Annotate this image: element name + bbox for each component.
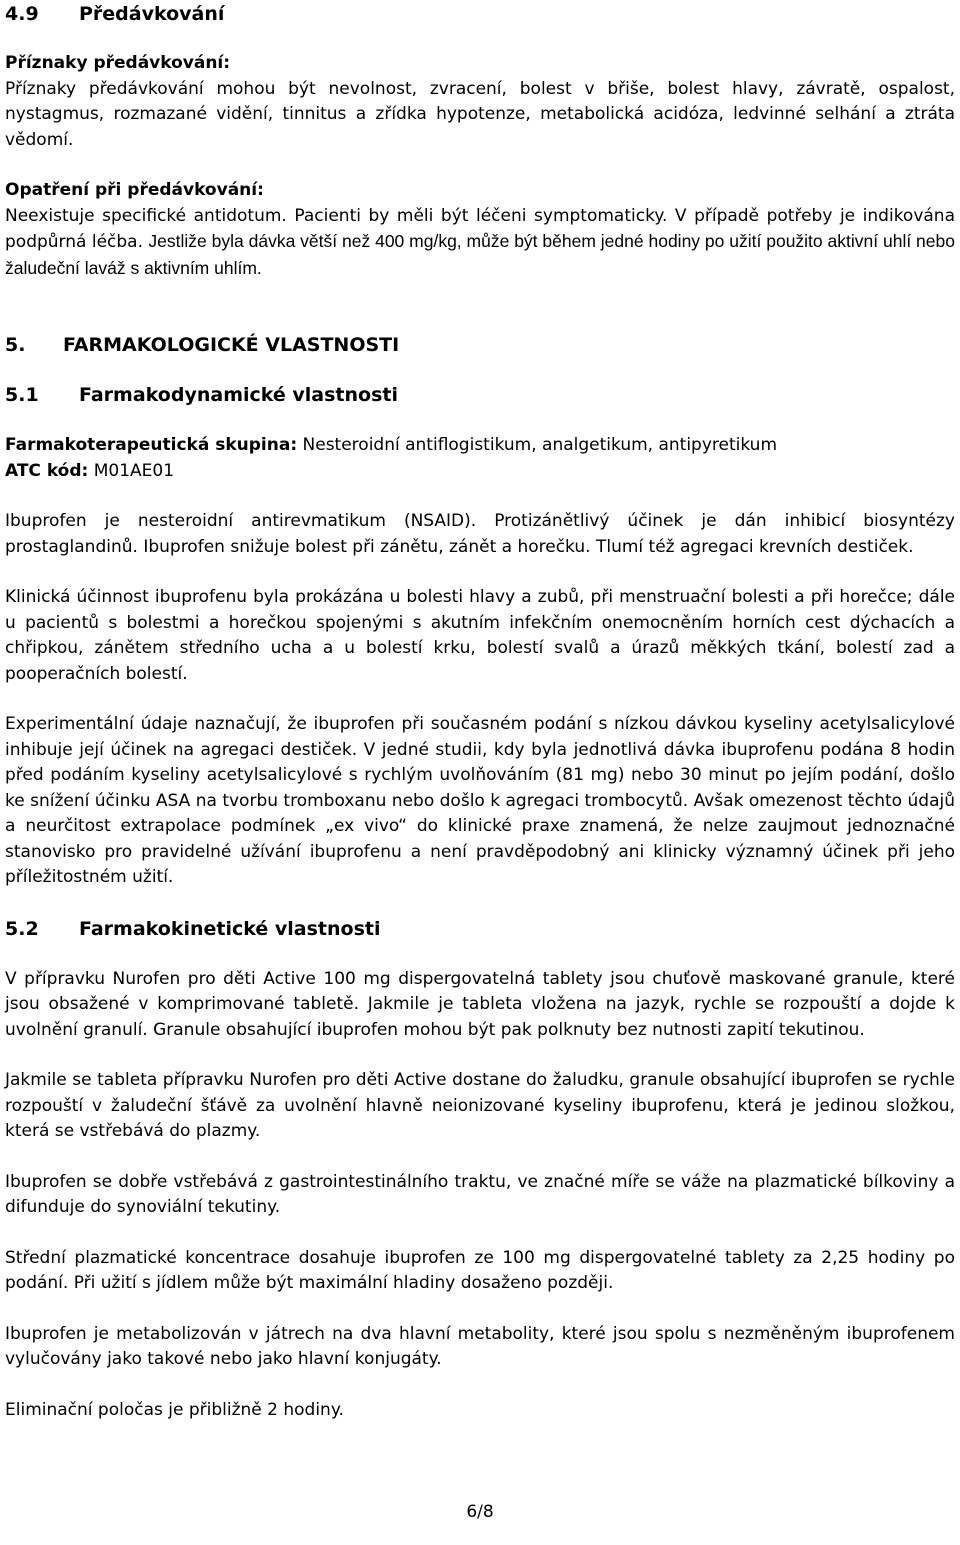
pharmacodynamics-paragraph-1: Ibuprofen je nesteroidní antirevmatikum (NSAID). Protizánětlivý účinek je dán inhibicí biosyntézy prostaglandinů. Ibuprofen snižuje bolest při zánětu, zánět a horečku. Tlumí též agregaci krevních destiček. (5, 511, 955, 557)
section-number: 5.1 (5, 384, 39, 406)
page-number: 6/8 (466, 1502, 494, 1522)
section-5-heading (5, 332, 955, 358)
pharmacodynamics-paragraph-2: Klinická účinnost ibuprofenu byla prokázána u bolesti hlavy a zubů, při menstruační bolesti a při horečce; dále u pacientů s bolestmi a horečkou spojenými s akutním infekčním onemocněním horních cest dýchacích a chřipkou, zánětem středního ucha a u bolestí krku, bolestí svalů a úrazů měkkých tkání, bolestí zad a pooperačních bolestí. (5, 587, 955, 684)
group-value: Nesteroidní antiflogistikum, analgetikum, antipyretikum (297, 435, 778, 455)
atc-code (5, 459, 955, 485)
section-4-9-heading (5, 1, 955, 27)
section-5-2-heading (5, 916, 955, 942)
section-5-1-heading (5, 382, 955, 408)
symptoms-heading: Příznaky předávkování: (5, 53, 231, 73)
section-number: 5. (5, 334, 26, 356)
section-title: Farmakodynamické vlastnosti (79, 384, 398, 406)
symptoms-paragraph: Příznaky předávkování mohou být nevolnost, zvracení, bolest v břiše, bolest hlavy, závratě, ospalost, nystagmus, rozmazané vidění, tinnitus a zřídka hypotenze, metabolická acidóza, ledvinné selhání a ztráta vědomí. (5, 78, 955, 150)
section-title: Předávkování (79, 3, 225, 25)
section-number: 5.2 (5, 917, 39, 940)
document-page (5, 0, 955, 1423)
pharmacokinetics-paragraph-2: Jakmile se tableta přípravku Nurofen pro děti Active dostane do žaludku, granule obsahující ibuprofen se rychle rozpouští v žaludeční šťávě za uvolnění hlavně neionizované kyseliny ibuprofenu, která je jedinou složkou, která se vstřebává do plazmy. (5, 1070, 955, 1141)
atc-value: M01AE01 (88, 460, 175, 481)
section-title: FARMAKOLOGICKÉ VLASTNOSTI (63, 334, 400, 356)
measures-heading: Opatření při předávkování: (5, 180, 264, 200)
group-label: Farmakoterapeutická skupina: (5, 435, 298, 455)
pharmacokinetics-paragraph-1: V přípravku Nurofen pro děti Active 100 mg dispergovatelná tablety jsou chuťově maskované granule, které jsou obsažené v komprimované tabletě. Jakmile je tableta vložena na jazyk, rychle se rozpouští a dojde k uvolnění granulí. Granule obsahující ibuprofen mohou být pak polknuty bez nutnosti zapití tekutinou. (5, 968, 955, 1040)
pharmacodynamics-paragraph-3: Experimentální údaje naznačují, že ibuprofen při současném podání s nízkou dávkou kyseliny acetylsalicylové inhibuje její účinek na agregaci destiček. V jedné studii, kdy byla jednotlivá dávka ibuprofenu podána 8 hodin před podáním kyseliny acetylsalicylové s rychlým uvolňováním (81 mg) nebo 30 minut po jejím podání, došlo ke snížení účinku ASA na tvorbu tromboxanu nebo došlo k agregaci trombocytů. Avšak omezenost těchto údajů a neurčitost extrapolace podmínek „ex vivo“ do klinické praxe znamená, že nelze zaujmout jednoznačné stanovisko pro pravidelné užívání ibuprofenu a není pravděpodobný ani klinicky významný účinek při jeho příležitostném užití. (5, 714, 955, 887)
pharmacokinetics-paragraph-6: Eliminační poločas je přibližně 2 hodiny. (5, 1399, 344, 1420)
pharmacokinetics-paragraph-3: Ibuprofen se dobře vstřebává z gastrointestinálního traktu, ve značné míře se váže na plazmatické bílkoviny a difunduje do synoviální tekutiny. (5, 1171, 955, 1217)
measures-paragraph (5, 204, 955, 283)
pharmacotherapeutic-group (5, 433, 955, 459)
section-title: Farmakokinetické vlastnosti (79, 917, 381, 940)
pharmacokinetics-paragraph-5: Ibuprofen je metabolizován v játrech na dva hlavní metabolity, které jsou spolu s nezměněným ibuprofenem vylučovány jako takové nebo jako hlavní konjugáty. (5, 1323, 955, 1369)
section-number: 4.9 (5, 3, 39, 25)
atc-label: ATC kód: (5, 460, 89, 481)
measures-text-overdose: Jestliže byla dávka větší než 400 mg/kg, může být během jedné hodiny po užití použito aktivní uhlí nebo žaludeční laváž s aktivním uhlím. (5, 231, 955, 278)
measures-text: Neexistuje specifické antidotum. Pacienti by měli být léčeni symptomaticky. V případě potřeby je indikována podpůrná léčba. (5, 205, 955, 252)
pharmacokinetics-paragraph-4: Střední plazmatické koncentrace dosahuje ibuprofen ze 100 mg dispergovatelné tablety za 2,25 hodiny po podání. Při užití s jídlem může být maximální hladiny dosaženo později. (5, 1247, 955, 1293)
